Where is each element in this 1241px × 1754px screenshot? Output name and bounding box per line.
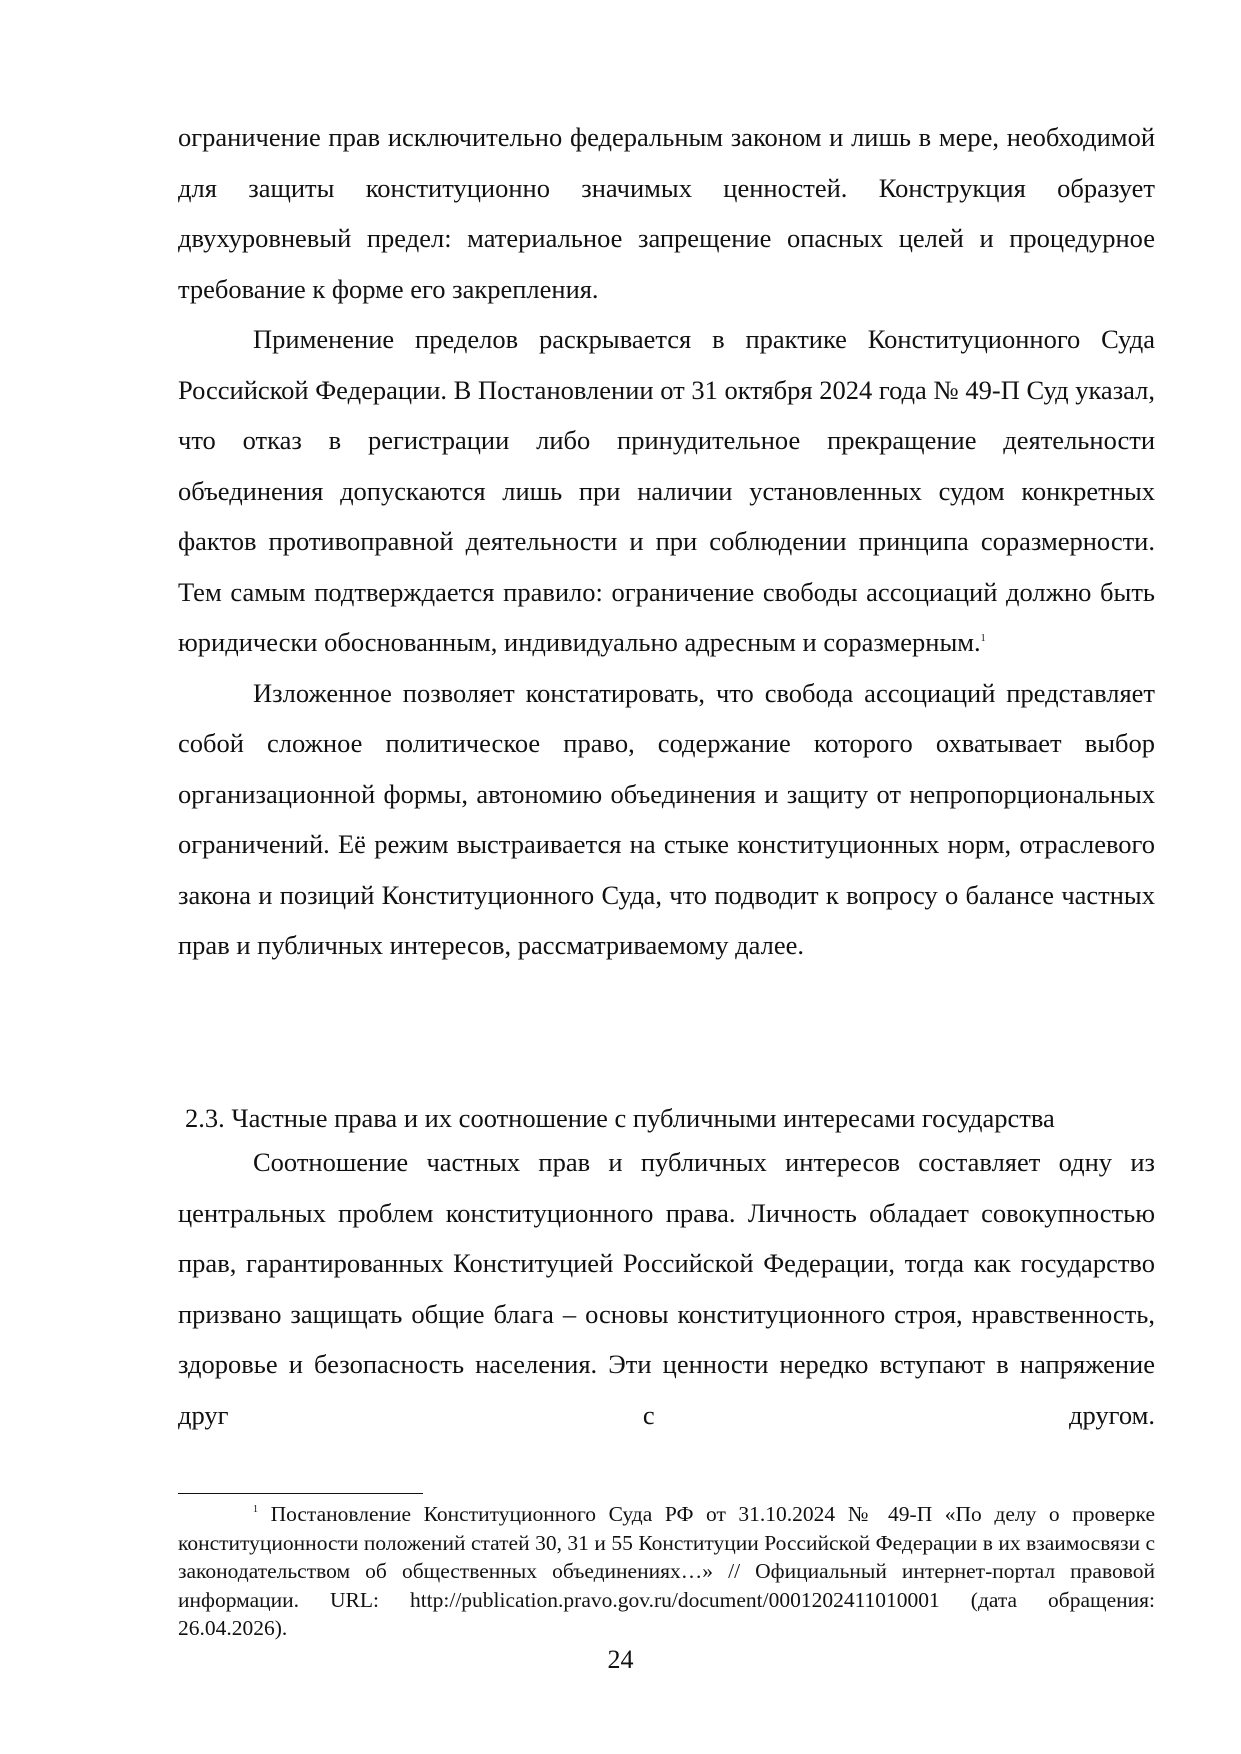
footnote-separator [178,1493,423,1494]
paragraph-2 [178,314,1155,668]
section-heading: 2.3. Частные права и их соотношение с публичными интересами государства [185,1103,1055,1133]
footnote-text: Постановление Конституционного Суда РФ от 31.10.2024 № 49-П «По делу о проверке конституционности положений статей 30, 31 и 55 Конституции Российской Федерации в их взаимосвязи с законодательством об общественных объединениях…» // Официальный интернет-портал правовой информации. URL: http://publication.pravo.gov.ru/document/0001202411010001 (дата обращения: 26.04.2026). [178,1502,1156,1640]
footnote [178,1500,1155,1643]
paragraph-2-text: Применение пределов раскрывается в практике Конституционного Суда Российской Федерации. В Постановлении от 31 октября 2024 года № 49-П Суд указал, что отказ в регистрации либо принудительное прекращение деятельности объединения допускаются лишь при наличии установленных судом конкретных фактов противоправной деятельности и при соблюдении принципа соразмерности. Тем самым подтверждается правило: ограничение свободы ассоциаций должно быть юридически обоснованным, индивидуально адресным и соразмерным. [178,324,1155,657]
paragraph-1: ограничение прав исключительно федеральным законом и лишь в мере, необходимой для защиты конституционно значимых ценностей. Конструкция образует двухуровневый предел: материальное запрещение опасных целей и процедурное требование к форме его закрепления. [178,122,1155,304]
page-number: 24 [607,1645,634,1674]
paragraph-4: Соотношение частных прав и публичных интересов составляет одну из центральных проблем конституционного права. Личность обладает совокупностью прав, гарантированных Конституцией Российской Федерации, тогда как государство призвано защищать общие блага – основы конституционного строя, нравственность, здоровье и безопасность населения. Эти ценности нередко вступают в напряжение друг с другом. [178,1147,1155,1430]
paragraph-3: Изложенное позволяет констатировать, что свобода ассоциаций представляет собой сложное политическое право, содержание которого охватывает выбор организационной формы, автономию объединения и защиту от непропорциональных ограничений. Её режим выстраивается на стыке конституционных норм, отраслевого закона и позиций Конституционного Суда, что подводит к вопросу о балансе частных прав и публичных интересов, рассматриваемому далее. [178,677,1155,960]
footnote-reference[interactable]: 1 [980,633,986,644]
body-text-upper [178,112,1155,971]
footnote-number: 1 [253,1504,258,1515]
body-text-lower [178,1137,1155,1440]
